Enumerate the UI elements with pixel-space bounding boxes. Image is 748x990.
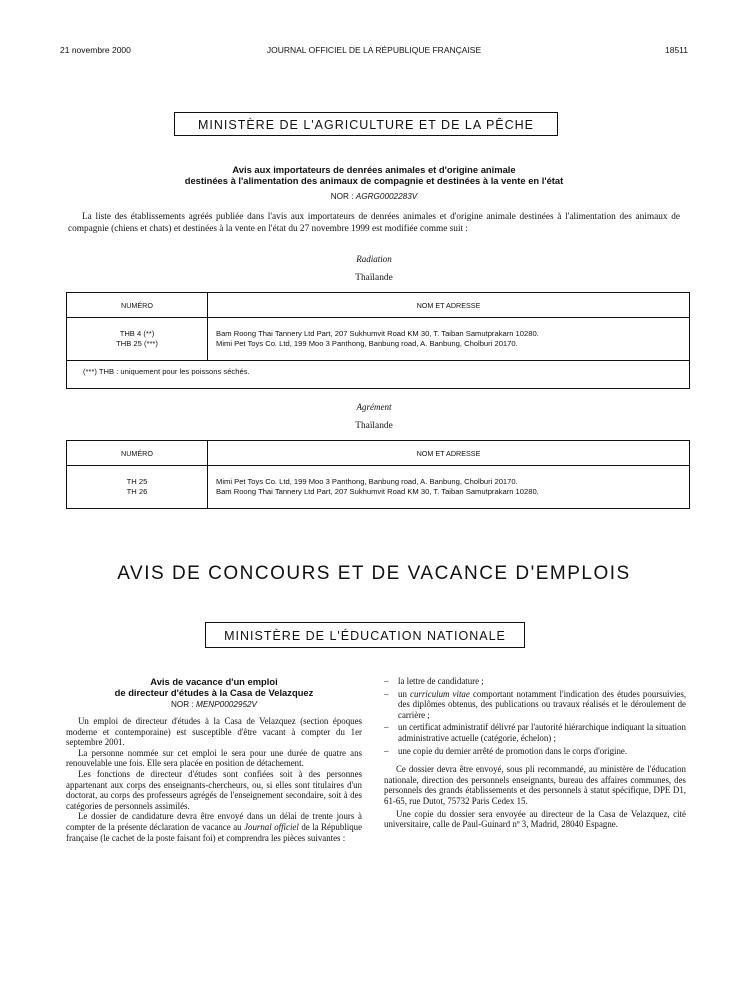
journal-officiel-ref: Journal officiel	[244, 821, 299, 832]
left-column	[66, 716, 362, 843]
vacancy-nor	[66, 700, 362, 709]
agrement-table	[66, 440, 690, 509]
paragraph: Le dossier de candidature devra être envoyé dans un délai de trente jours à compter de la présente déclaration de vacance au Journal officiel de la République française (le cachet de la poste faisant foi) et comprendra les pièces suivantes :	[66, 811, 363, 843]
notice-title-line2: destinées à l'alimentation des animaux de compagnie et destinées à la vente en l'état	[184, 175, 564, 186]
table-row-number: TH 26	[126, 487, 148, 496]
list-item: – une copie du dernier arrêté de promotion dans le corps d'origine.	[384, 745, 628, 756]
notice-intro: La liste des établissements agréés publiée dans l'avis aux importateurs de denrées animales et d'origine animale destinées à l'alimentation des animaux de compagnie (chiens et chats) et destinées à la vente en l'état du 27 novembre 1999 est modifiée comme suit :	[68, 212, 680, 234]
ministry-agriculture-box	[174, 112, 558, 136]
notice-nor	[60, 192, 688, 201]
col-number-header: NUMÉRO	[67, 293, 208, 317]
ministry-education-title: MINISTÈRE DE L'ÉDUCATION NATIONALE	[224, 629, 506, 643]
list-item: – la lettre de candidature ;	[384, 676, 484, 686]
section-heading: AVIS DE CONCOURS ET DE VACANCE D'EMPLOIS	[117, 563, 631, 584]
page-number: 18511	[664, 45, 688, 55]
section-radiation: Radiation	[356, 254, 392, 264]
vacancy-title-line2: de directeur d'études à la Casa de Velazquez	[114, 687, 314, 698]
country-agrement: Thaïlande	[355, 421, 393, 431]
list-item: – un curriculum vitae comportant notamment l'indication des études poursuivies, des diplômes obtenus, des publications ou travaux réalisés et le déroulement de carrière ;	[384, 688, 687, 720]
nor-label: NOR :	[330, 192, 354, 201]
section-agrement: Agrément	[356, 402, 392, 412]
issue-date: 21 novembre 2000	[60, 45, 131, 55]
table-header	[67, 293, 689, 318]
name-cell	[208, 466, 689, 508]
ministry-agriculture-title: MINISTÈRE DE L'AGRICULTURE ET DE LA PÊCHE	[197, 118, 535, 132]
journal-title: JOURNAL OFFICIEL DE LA RÉPUBLIQUE FRANÇAISE	[266, 45, 482, 55]
vacancy-title-line1: Avis de vacance d'un emploi	[150, 676, 278, 687]
paragraph: Les fonctions de directeur d'études sont confiées soit à des personnes appartenant aux corps des enseignants-chercheurs, ou, si elles sont titulaires d'un doctorat, au corps des professeurs agrégés de l'enseignement secondaire, soit à des catégories de personnels assimilés.	[66, 768, 362, 811]
name-cell	[208, 318, 689, 360]
table-row-name: Mimi Pet Toys Co. Ltd, 199 Moo 3 Panthong, Banbung road, A. Banbung, Cholburi 20170.	[216, 339, 518, 348]
paragraph: Une copie du dossier sera envoyée au directeur de la Casa de Velazquez, cité universitaire, calle de Paul-Guinard nº 3, Madrid, 28040 Espagne.	[384, 808, 686, 830]
list-item: – un certificat administratif délivré par l'autorité hiérarchique indiquant la situation administrative actuelle (catégorie, échelon) ;	[384, 722, 686, 743]
number-cell	[67, 318, 208, 360]
vacancy-title	[66, 676, 362, 698]
col-name-header: NOM ET ADRESSE	[416, 300, 481, 310]
nor-label: NOR :	[170, 700, 194, 709]
table-row-name: Bam Roong Thai Tannery Ltd Part, 207 Sukhumvit Road KM 30, T. Taiban Samutprakarn 10280.	[216, 487, 539, 496]
paragraph: La personne nommée sur cet emploi le sera pour une durée de quatre ans renouvelable une fois. Elle sera placée en position de détachement.	[66, 747, 362, 769]
table-row-name: Bam Roong Thai Tannery Ltd Part, 207 Sukhumvit Road KM 30, T. Taiban Samutprakarn 10280.	[216, 328, 539, 338]
table-header	[67, 441, 689, 466]
col-number-header: NUMÉRO	[67, 441, 208, 465]
table-row-name: Mimi Pet Toys Co. Ltd, 199 Moo 3 Panthong, Banbung road, A. Banbung, Cholburi 20170.	[216, 476, 518, 486]
paragraph: Un emploi de directeur d'études à la Casa de Velazquez (section époques moderne et contemporaine) est susceptible d'être vacant à compter du 1er septembre 2001.	[66, 716, 362, 748]
running-header	[60, 45, 688, 59]
table-row-number: TH 25	[126, 476, 148, 486]
table-body	[67, 466, 689, 508]
ministry-education-box	[205, 622, 525, 648]
table-row-number: THB 25 (***)	[116, 339, 158, 348]
table-row-number: THB 4 (**)	[119, 328, 155, 338]
paragraph: Ce dossier devra être envoyé, sous pli recommandé, au ministère de l'éducation nationale, direction des personnels enseignants, bureau des affaires communes, des personnels des grands établissements et des personnels à statut spécifique, DPE D1, 61-65, rue Dutot, 75732 Paris Cedex 15.	[384, 764, 686, 806]
radiation-table	[66, 292, 690, 389]
nor-code: AGRG0002283V	[355, 192, 418, 201]
country-radiation: Thaïlande	[355, 273, 393, 283]
notice-title-line1: Avis aux importateurs de denrées animales et d'origine animale	[232, 164, 516, 175]
notice-title	[60, 164, 688, 186]
table-footnote: (***) THB : uniquement pour les poissons séchés.	[67, 360, 689, 388]
table-body	[67, 318, 689, 360]
number-cell	[67, 466, 208, 508]
documents-list	[384, 676, 686, 756]
right-column	[384, 676, 686, 830]
col-name-header: NOM ET ADRESSE	[416, 448, 481, 458]
nor-code: MENP0002952V	[196, 700, 258, 709]
